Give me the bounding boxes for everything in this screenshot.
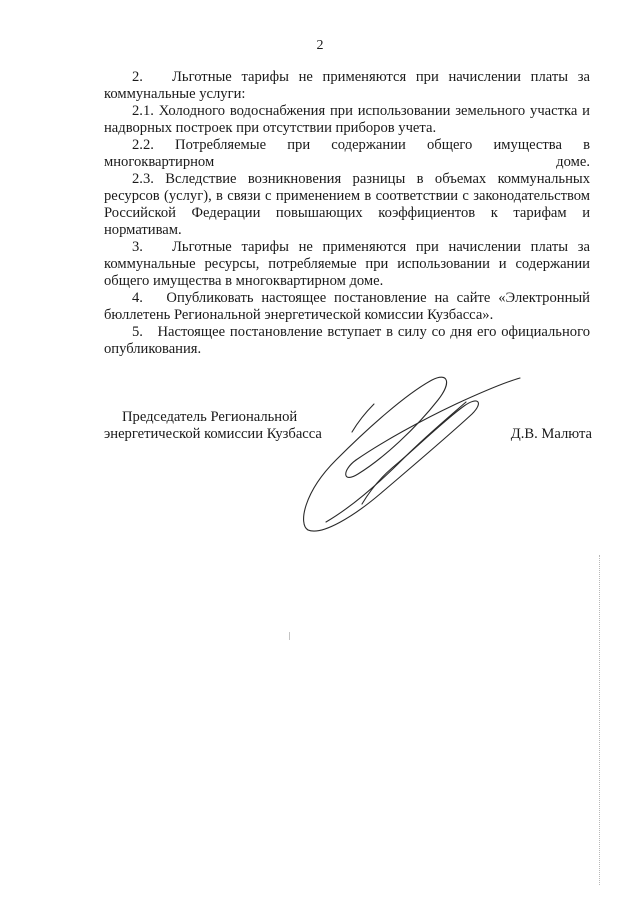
paragraph-2: 2. Льготные тарифы не применяются при начислении платы за коммунальные услуги:: [104, 69, 590, 102]
paragraph-2-1: 2.1. Холодного водоснабжения при использовании земельного участка и надворных построек при отсутствии приборов учета.: [104, 103, 590, 136]
signatory-position-line1: Председатель Региональной: [122, 409, 298, 425]
paragraph-3: 3. Льготные тарифы не применяются при начислении платы за коммунальные ресурсы, потребляемые при использовании и содержании общего имущества в многоквартирном доме.: [104, 239, 590, 289]
paragraph-2-2: 2.2. Потребляемые при содержании общего имущества в многоквартирном доме.: [104, 137, 590, 170]
handwritten-signature: [296, 372, 526, 542]
signatory-name: Д.В. Малюта: [510, 426, 592, 442]
page-number: 2: [316, 38, 324, 53]
document-body: [104, 69, 590, 358]
paragraph-5: 5. Настоящее постановление вступает в силу со дня его официального опубликования.: [104, 324, 590, 357]
signatory-position-line2: энергетической комиссии Кузбасса: [104, 426, 322, 442]
scan-speck: [289, 632, 290, 640]
paragraph-4: 4. Опубликовать настоящее постановление на сайте «Электронный бюллетень Региональной энергетической комиссии Кузбасса».: [104, 290, 590, 323]
scan-edge-line: [599, 555, 601, 885]
paragraph-2-3: 2.3. Вследствие возникновения разницы в объемах коммунальных ресурсов (услуг), в связи с применением в соответствии с законодательством Российской Федерации повышающих коэффициентов к тарифам и нормативам.: [104, 171, 590, 238]
